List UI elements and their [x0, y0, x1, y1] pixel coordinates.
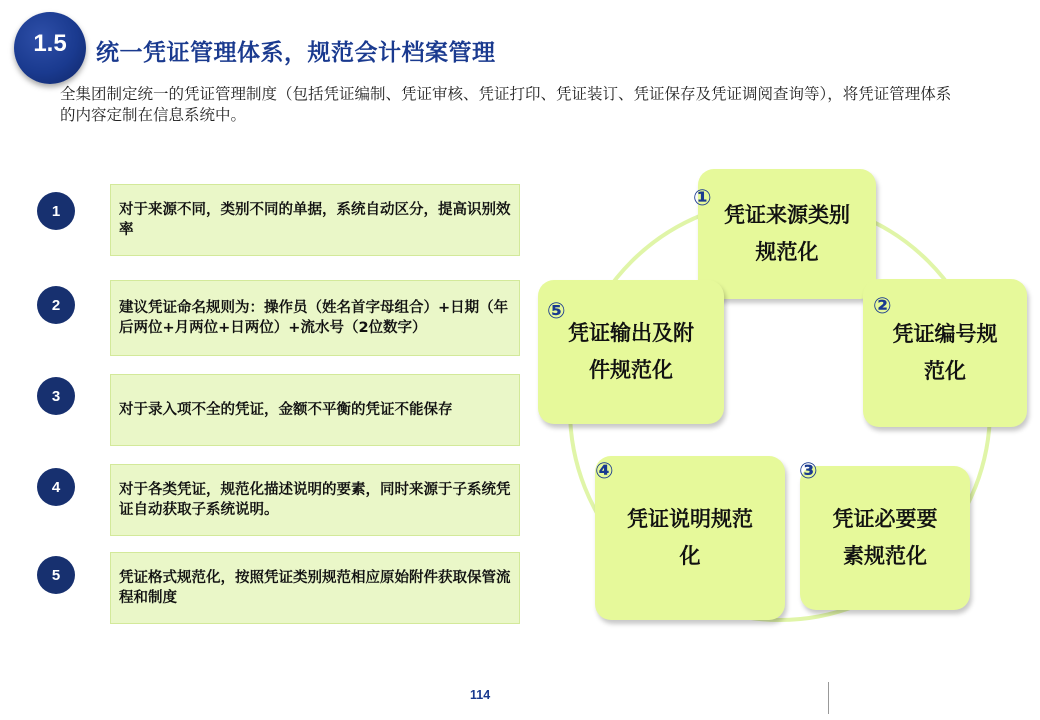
section-number-badge	[14, 12, 86, 84]
cycle-marker-5: ⑤	[547, 299, 566, 324]
item-text-3: 对于录入项不全的凭证，金额不平衡的凭证不能保存	[119, 402, 453, 418]
footer-divider	[828, 682, 829, 714]
item-box-3	[110, 374, 520, 446]
cycle-node-2-line2: 范化	[924, 359, 966, 383]
cycle-node-1-line2: 规范化	[755, 240, 819, 264]
item-text-1: 对于来源不同，类别不同的单据，系统自动区分，提高识别效率	[119, 202, 511, 238]
item-box-1	[110, 184, 520, 256]
cycle-node-5-line2: 件规范化	[589, 358, 673, 382]
cycle-node-5	[538, 280, 724, 424]
item-text-5: 凭证格式规范化，按照凭证类别规范相应原始附件获取保管流程和制度	[119, 570, 511, 606]
cycle-node-3-line1: 凭证必要要	[832, 507, 938, 531]
cycle-diagram	[535, 160, 1035, 630]
cycle-node-2-line1: 凭证编号规	[892, 322, 998, 346]
cycle-node-4	[595, 456, 785, 620]
item-text-4: 对于各类凭证，规范化描述说明的要素，同时来源于子系统凭证自动获取子系统说明。	[119, 482, 511, 518]
cycle-node-3-line2: 素规范化	[843, 544, 927, 568]
cycle-node-5-line1: 凭证输出及附	[568, 321, 694, 345]
item-box-4	[110, 464, 520, 536]
page-title: 统一凭证管理体系，规范会计档案管理	[96, 40, 496, 66]
cycle-marker-1: ①	[693, 186, 712, 211]
cycle-node-3	[800, 466, 970, 610]
page-number: 114	[470, 688, 491, 702]
item-box-2	[110, 280, 520, 356]
section-number: 1.5	[33, 30, 67, 57]
item-number-4: 4	[37, 468, 75, 506]
item-number-1: 1	[37, 192, 75, 230]
cycle-marker-4: ④	[595, 459, 614, 484]
cycle-marker-2: ②	[873, 294, 892, 319]
item-box-5	[110, 552, 520, 624]
cycle-node-1-line1: 凭证来源类别	[724, 203, 850, 227]
item-text-2: 建议凭证命名规则为：操作员（姓名首字母组合）+日期（年后两位+月两位+日两位）+流水号（2位数字）	[119, 300, 509, 336]
cycle-node-4-line1: 凭证说明规范	[627, 507, 753, 531]
cycle-node-4-line2: 化	[679, 544, 701, 568]
item-number-5: 5	[37, 556, 75, 594]
intro-paragraph: 全集团制定统一的凭证管理制度（包括凭证编制、凭证审核、凭证打印、凭证装订、凭证保存及凭证调阅查询等），将凭证管理体系的内容定制在信息系统中。	[60, 85, 952, 124]
cycle-node-1	[698, 169, 876, 299]
item-number-2: 2	[37, 286, 75, 324]
cycle-marker-3: ③	[799, 459, 818, 484]
item-number-3: 3	[37, 377, 75, 415]
